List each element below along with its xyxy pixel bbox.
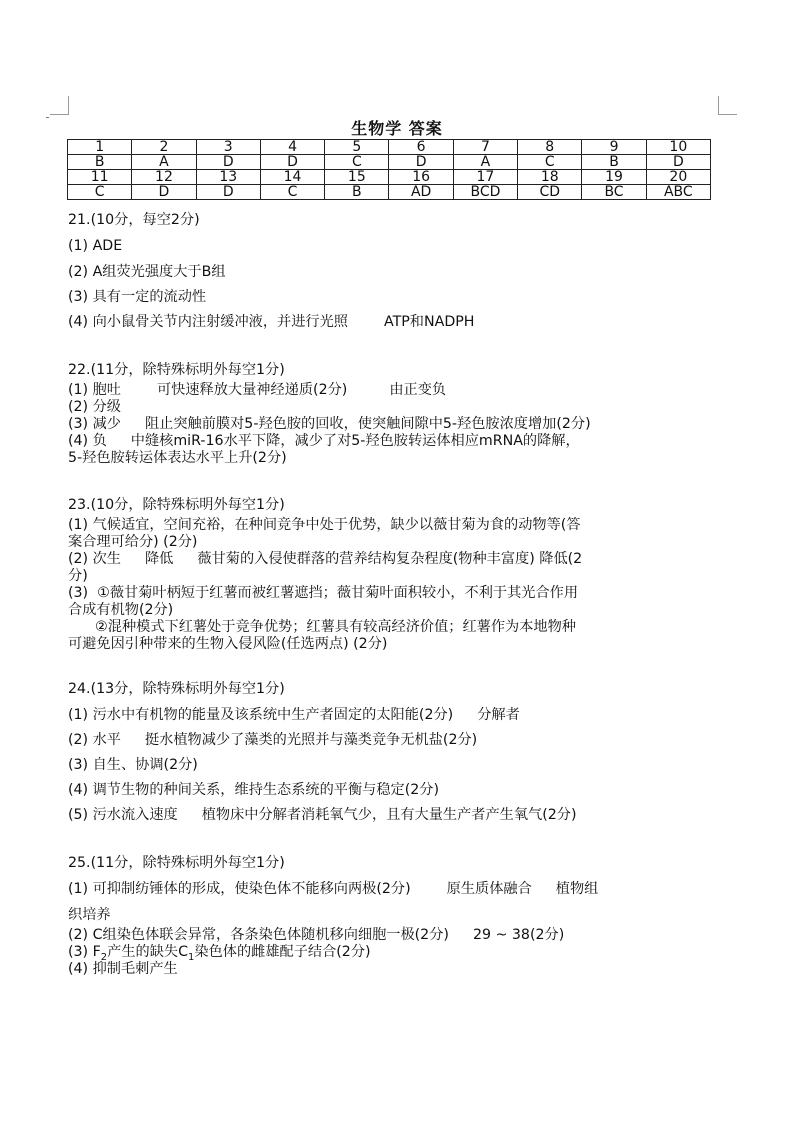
table-cell: 16 xyxy=(389,170,453,185)
q25-answer-1b: 原生质体融合 xyxy=(446,881,532,897)
table-cell: C xyxy=(518,155,582,170)
q24-heading: 24.(13分，除特殊标明外每空1分) xyxy=(68,681,285,697)
q22-answer-4a: (4) 负 xyxy=(68,433,107,449)
table-cell: BC xyxy=(582,185,646,200)
q23-answer-2 xyxy=(68,550,582,568)
crop-mark-top-left xyxy=(50,96,69,115)
q25-answer-1c: 植物组 xyxy=(555,881,599,897)
q24-answer-2 xyxy=(68,731,477,749)
q21-answer-3: (3) 具有一定的流动性 xyxy=(68,289,207,305)
q22-answer-4 xyxy=(68,432,580,450)
table-cell: 13 xyxy=(196,170,260,185)
page-title: 生物学 答案 xyxy=(351,119,443,138)
q23-answer-2c: 薇甘菊的入侵使群落的营养结构复杂程度(物种丰富度) 降低(2 xyxy=(197,551,583,567)
table-cell: 2 xyxy=(132,140,196,155)
table-cell: 12 xyxy=(132,170,196,185)
q23-answer-3: (3) ①薇甘菊叶柄短于红薯而被红薯遮挡；薇甘菊叶面积较小，不利于其光合作用 xyxy=(68,585,579,601)
q25-answer-1a: (1) 可抑制纺锤体的形成，使染色体不能移向两极(2分) xyxy=(68,881,411,897)
q23-answer-2b: 降低 xyxy=(144,551,174,567)
q21-answer-1: (1) ADE xyxy=(68,238,123,254)
table-cell: 20 xyxy=(646,170,710,185)
q25-answer-2 xyxy=(68,926,564,944)
q25-answer-1-cont: 织培养 xyxy=(68,907,111,923)
table-cell: C xyxy=(68,185,132,200)
q22-answer-4b: 中缝核miR-16水平下降，减少了对5-羟色胺转运体相应mRNA的降解， xyxy=(130,433,580,449)
q25-answer-4: (4) 抑制毛刺产生 xyxy=(68,961,178,977)
table-cell: 11 xyxy=(68,170,132,185)
q25-answer-2a: (2) C组染色体联会异常，各条染色体随机移向细胞一极(2分) xyxy=(68,927,449,943)
q22-answer-1b: 可快速释放大量神经递质(2分) xyxy=(156,382,348,398)
q25-answer-3e: 染色体的雌雄配子结合(2分) xyxy=(194,944,371,960)
q25-answer-1 xyxy=(68,880,598,898)
table-cell: 9 xyxy=(582,140,646,155)
q25-heading: 25.(11分，除特殊标明外每空1分) xyxy=(68,855,285,871)
q23-answer-1: (1) 气候适宜，空间充裕，在种间竞争中处于优势，缺少以薇甘菊为食的动物等(答 xyxy=(68,517,581,533)
table-cell: C xyxy=(260,185,324,200)
q22-answer-1c: 由正变负 xyxy=(389,382,447,398)
table-cell: 15 xyxy=(325,170,389,185)
q24-answer-1b: 分解者 xyxy=(477,707,520,723)
q24-answer-4: (4) 调节生物的种间关系，维持生态系统的平衡与稳定(2分) xyxy=(68,782,440,798)
q24-answer-5b: 植物床中分解者消耗氧气少，且有大量生产者产生氧气(2分) xyxy=(201,807,577,823)
table-cell: 18 xyxy=(518,170,582,185)
q23-answer-1-cont: 案合理可给分) (2分) xyxy=(68,534,198,550)
table-cell: D xyxy=(132,185,196,200)
q22-heading: 22.(11分，除特殊标明外每空1分) xyxy=(68,362,285,378)
table-cell: D xyxy=(260,155,324,170)
q24-answer-2a: (2) 水平 xyxy=(68,732,121,748)
q24-answer-3: (3) 自生、协调(2分) xyxy=(68,757,198,773)
table-row xyxy=(68,185,711,200)
table-cell: 8 xyxy=(518,140,582,155)
q22-answer-3a: (3) 减少 xyxy=(68,416,121,432)
table-cell: 7 xyxy=(453,140,517,155)
q22-answer-1 xyxy=(68,381,446,399)
q22-answer-2: (2) 分级 xyxy=(68,399,121,415)
table-cell: D xyxy=(196,155,260,170)
q23-answer-3-cont: 合成有机物(2分) xyxy=(68,602,174,618)
q22-answer-3 xyxy=(68,415,591,433)
q22-answer-3b: 阻止突触前膜对5-羟色胺的回收，使突触间隙中5-羟色胺浓度增加(2分) xyxy=(144,416,591,432)
q21-answer-2: (2) A组荧光强度大于B组 xyxy=(68,264,226,280)
table-cell: 10 xyxy=(646,140,710,155)
table-cell: 5 xyxy=(325,140,389,155)
table-cell: A xyxy=(453,155,517,170)
q25-answer-2b: 29 ~ 38(2分) xyxy=(472,927,565,943)
q25-answer-3a: (3) F xyxy=(68,944,101,960)
table-cell: ABC xyxy=(646,185,710,200)
answer-table xyxy=(67,139,711,200)
table-cell: A xyxy=(132,155,196,170)
q23-answer-2a: (2) 次生 xyxy=(68,551,121,567)
table-cell: BCD xyxy=(453,185,517,200)
subscript: 2 xyxy=(100,951,108,963)
q24-answer-2b: 挺水植物减少了藻类的光照并与藻类竞争无机盐(2分) xyxy=(144,732,478,748)
q21-heading: 21.(10分，每空2分) xyxy=(68,212,200,228)
table-cell: 6 xyxy=(389,140,453,155)
table-cell: CD xyxy=(518,185,582,200)
q22-answer-1a: (1) 胞吐 xyxy=(68,382,121,398)
table-cell: B xyxy=(582,155,646,170)
q24-answer-5a: (5) 污水流入速度 xyxy=(68,807,178,823)
q24-answer-5 xyxy=(68,806,577,824)
table-cell: D xyxy=(196,185,260,200)
q22-answer-4-cont: 5-羟色胺转运体表达水平上升(2分) xyxy=(68,450,287,466)
q21-answer-4a: (4) 向小鼠骨关节内注射缓冲液，并进行光照 xyxy=(68,314,348,330)
subscript: 1 xyxy=(188,951,195,963)
q24-answer-1a: (1) 污水中有机物的能量及该系统中生产者固定的太阳能(2分) xyxy=(68,707,454,723)
table-cell: C xyxy=(325,155,389,170)
table-cell: B xyxy=(325,185,389,200)
table-cell: 3 xyxy=(196,140,260,155)
table-row xyxy=(68,140,711,155)
crop-mark-top-right xyxy=(718,96,737,115)
table-cell: D xyxy=(646,155,710,170)
q21-answer-4 xyxy=(68,313,474,331)
q23-answer-3-point2-cont: 可避免因引种带来的生物入侵风险(任选两点) (2分) xyxy=(68,636,388,652)
table-row xyxy=(68,170,711,185)
table-cell: D xyxy=(389,155,453,170)
table-cell: 17 xyxy=(453,170,517,185)
q23-answer-2-cont: 分) xyxy=(68,568,88,584)
table-cell: 19 xyxy=(582,170,646,185)
q23-answer-3-point2: ②混种模式下红薯处于竞争优势；红薯具有较高经济价值；红薯作为本地物种 xyxy=(68,619,576,635)
table-cell: 14 xyxy=(260,170,324,185)
table-cell: B xyxy=(68,155,132,170)
q24-answer-1 xyxy=(68,706,520,724)
q21-answer-4b: ATP和NADPH xyxy=(383,314,475,330)
q23-heading: 23.(10分，除特殊标明外每空1分) xyxy=(68,497,285,513)
q25-answer-3c: 产生的缺失C xyxy=(107,944,189,960)
table-row xyxy=(68,155,711,170)
table-cell: 4 xyxy=(260,140,324,155)
table-cell: AD xyxy=(389,185,453,200)
table-cell: 1 xyxy=(68,140,132,155)
